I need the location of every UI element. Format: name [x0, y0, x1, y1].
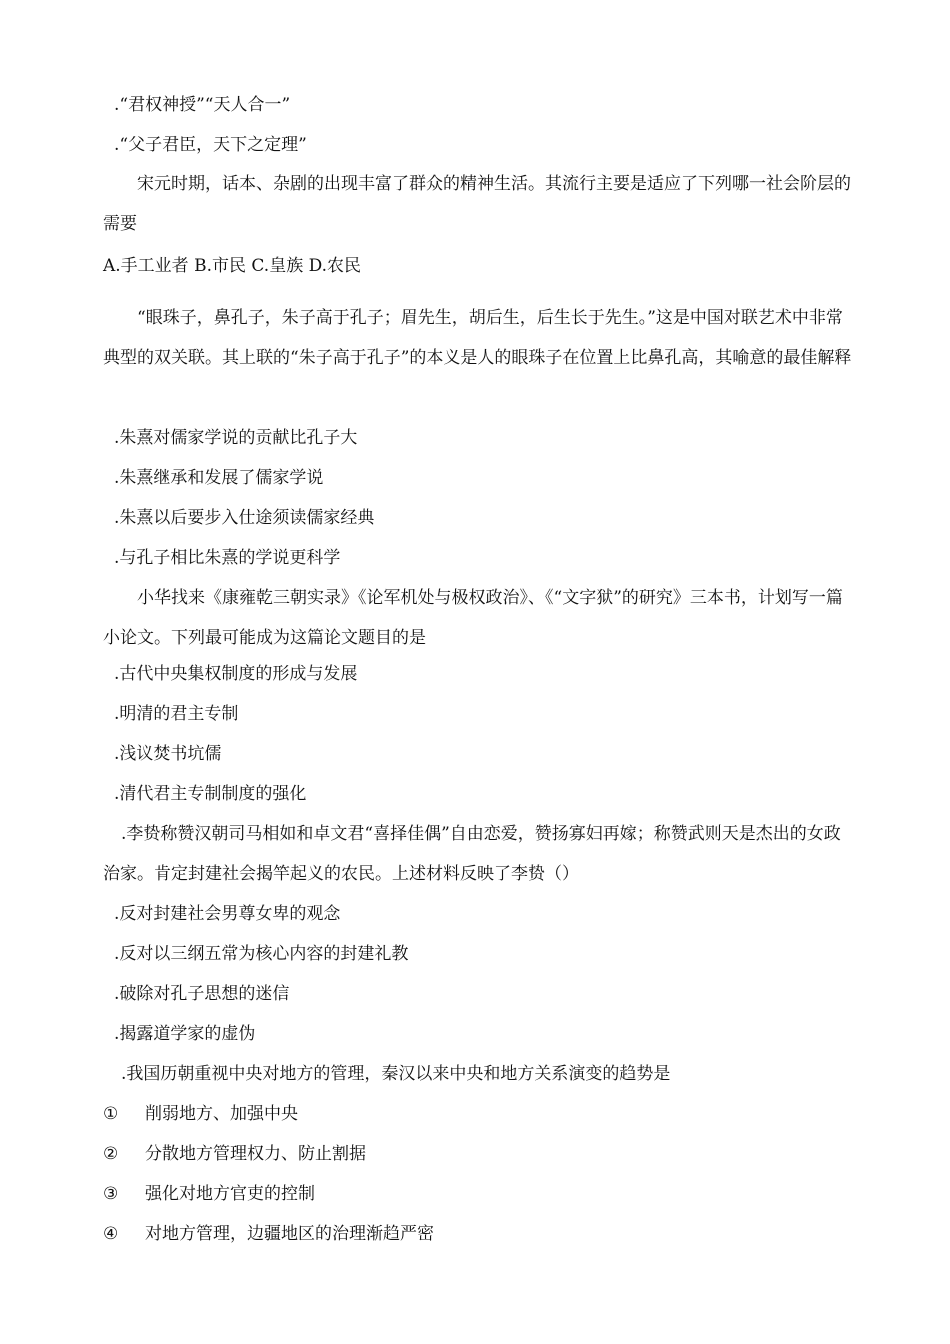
q6-item-text: 对地方管理，边疆地区的治理渐趋严密 [145, 1224, 434, 1244]
q5-option-c: .破除对孔子思想的迷信 [114, 984, 290, 1004]
q6-item-text: 强化对地方官吏的控制 [145, 1184, 315, 1204]
q4-option-b: .明清的君主专制 [114, 704, 239, 724]
q5-stem-text: .李贽称赞汉朝司马相如和卓文君“喜择佳偶”自由恋爱，赞扬寡妇再嫁；称赞武则天是杰出的女政治家。肯定封建社会揭竿起义的农民。上述材料反映了李贽（） [103, 824, 841, 884]
q4-stem [103, 578, 855, 658]
q3-stem [103, 298, 855, 378]
q6-item-number: ① [103, 1104, 119, 1124]
q5-option-b: .反对以三纲五常为核心内容的封建礼教 [114, 944, 409, 964]
q1-option-c: .“君权神授”“天人合一” [114, 95, 291, 115]
q6-item-number: ② [103, 1144, 119, 1164]
q6-item-text: 分散地方管理权力、防止割据 [145, 1144, 366, 1164]
q6-item-number: ③ [103, 1184, 119, 1204]
q3-stem-text: “眼珠子，鼻孔子，朱子高于孔子；眉先生，胡后生，后生长于先生。”这是中国对联艺术中非常典型的双关联。其上联的“朱子高于孔子”的本义是人的眼珠子在位置上比鼻孔高，其喻意的最佳解释 [103, 308, 852, 368]
q5-option-a: .反对封建社会男尊女卑的观念 [114, 904, 341, 924]
q4-option-d: .清代君主专制制度的强化 [114, 784, 307, 804]
q5-option-d: .揭露道学家的虚伪 [114, 1024, 256, 1044]
q3-option-c: .朱熹以后要步入仕途须读儒家经典 [114, 508, 375, 528]
q6-item-number: ④ [103, 1224, 119, 1244]
q6-item-text: 削弱地方、加强中央 [145, 1104, 298, 1124]
q2-options: A.手工业者 B.市民 C.皇族 D.农民 [103, 256, 362, 276]
q2-stem [103, 164, 855, 244]
q4-option-c: .浅议焚书坑儒 [114, 744, 222, 764]
q4-option-a: .古代中央集权制度的形成与发展 [114, 664, 358, 684]
q4-stem-text: 小华找来《康雍乾三朝实录》《论军机处与极权政治》、《“文字狱”的研究》三本书，计划写一篇小论文。下列最可能成为这篇论文题目的是 [103, 588, 843, 648]
q1-option-d: .“父子君臣，天下之定理” [114, 135, 307, 155]
q6-stem: .我国历朝重视中央对地方的管理，秦汉以来中央和地方关系演变的趋势是 [121, 1064, 671, 1084]
q5-stem [103, 814, 855, 894]
q3-option-d: .与孔子相比朱熹的学说更科学 [114, 548, 341, 568]
q2-stem-text: 宋元时期，话本、杂剧的出现丰富了群众的精神生活。其流行主要是适应了下列哪一社会阶层的需要 [103, 174, 851, 234]
q3-option-b: .朱熹继承和发展了儒家学说 [114, 468, 324, 488]
q3-option-a: .朱熹对儒家学说的贡献比孔子大 [114, 428, 358, 448]
